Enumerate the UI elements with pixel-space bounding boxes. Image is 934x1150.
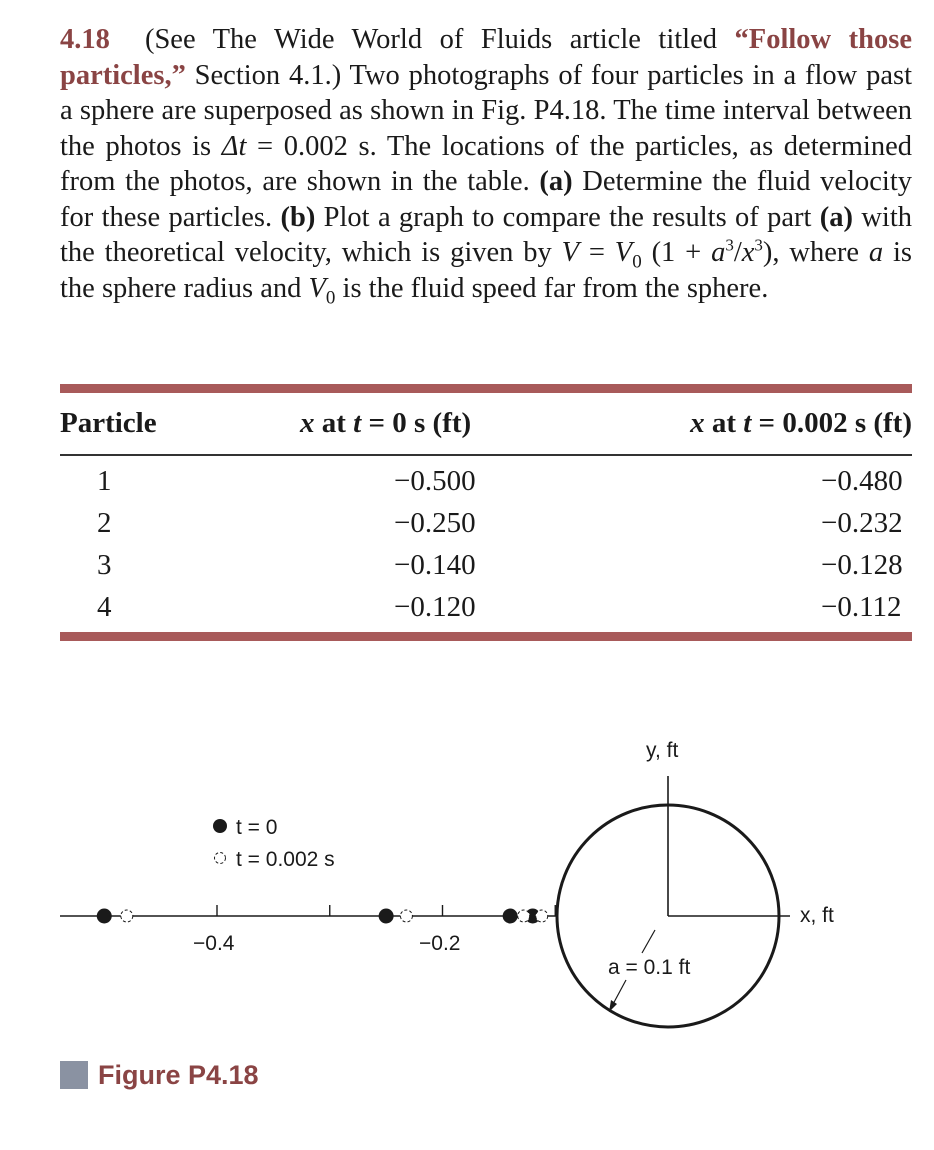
legend-t1-marker bbox=[215, 853, 226, 864]
header-x-t1-rest: = 0.002 s (ft) bbox=[751, 407, 912, 439]
table-row bbox=[60, 502, 912, 544]
part-b-label: (b) bbox=[280, 201, 316, 233]
table-header-row bbox=[60, 393, 912, 454]
part-a-text: Determine the fluid velocity for these particles. bbox=[60, 166, 912, 233]
equation-x: x bbox=[741, 237, 755, 268]
equation-a: a bbox=[711, 237, 726, 268]
equation-v0: V bbox=[614, 237, 633, 268]
cell-x1: −0.232 bbox=[821, 506, 903, 539]
figure-p4-18 bbox=[0, 660, 934, 1120]
flow-diagram bbox=[0, 660, 934, 1060]
table-top-rule bbox=[60, 384, 912, 393]
header-x-t1-t: t bbox=[743, 407, 752, 439]
cell-x0: −0.140 bbox=[394, 548, 476, 581]
part-b-text: Plot a graph to compare the results of part bbox=[315, 201, 820, 233]
data-table-body bbox=[60, 460, 912, 628]
cell-x0: −0.250 bbox=[394, 506, 476, 539]
equation-v: V bbox=[561, 237, 580, 268]
equation-open: (1 + bbox=[641, 237, 712, 268]
compare-text: with the theoretical velocity, which is given by bbox=[60, 201, 913, 268]
equation-a-exponent: 3 bbox=[725, 235, 734, 255]
header-x-t1-at: at bbox=[704, 407, 744, 439]
header-x-t0-x: x bbox=[300, 407, 315, 439]
particle-2-t0-point bbox=[379, 909, 394, 924]
article-title: “Follow those particles,” bbox=[60, 24, 912, 91]
caption-marker-icon bbox=[60, 1061, 88, 1089]
radius-label: a = 0.1 ft bbox=[608, 956, 691, 979]
particle-table bbox=[60, 384, 912, 641]
radius-leader-top bbox=[642, 930, 655, 953]
table-row bbox=[60, 460, 912, 502]
x-axis-label: x, ft bbox=[800, 904, 834, 927]
tick-label-neg02: −0.2 bbox=[419, 932, 461, 955]
cell-x0: −0.500 bbox=[394, 464, 476, 497]
cell-x1: −0.128 bbox=[821, 548, 903, 581]
problem-intro: (See The Wide World of Fluids article titled bbox=[144, 24, 735, 55]
particle-1-t0-point bbox=[97, 909, 112, 924]
figure-caption-label: Figure P4.18 bbox=[98, 1060, 259, 1090]
particle-4-t1-point bbox=[536, 910, 548, 922]
equation-slash: / bbox=[733, 237, 742, 268]
cell-particle: 4 bbox=[97, 590, 112, 623]
radius-text: is the sphere radius and bbox=[60, 237, 912, 304]
delta-t-symbol: Δt bbox=[221, 130, 247, 162]
header-x-t1-x: x bbox=[690, 407, 705, 439]
cell-particle: 1 bbox=[97, 464, 112, 497]
cell-x1: −0.480 bbox=[821, 464, 903, 497]
particle-2-t1-point bbox=[400, 910, 412, 922]
radius-arrow-head bbox=[609, 1000, 617, 1012]
equation-x-exponent: 3 bbox=[754, 235, 763, 255]
v0-symbol: V bbox=[308, 272, 326, 304]
header-x-t0 bbox=[300, 393, 640, 454]
legend-t0-label: t = 0 bbox=[236, 816, 278, 839]
table-bottom-rule bbox=[60, 632, 912, 641]
equation-v0-subscript: 0 bbox=[632, 251, 642, 273]
part-a-label: (a) bbox=[539, 166, 573, 197]
data-table bbox=[60, 393, 912, 454]
cell-x0: −0.120 bbox=[394, 590, 476, 623]
radius-symbol: a bbox=[868, 237, 884, 268]
table-header-rule bbox=[60, 454, 912, 456]
header-x-t0-rest: = 0 s (ft) bbox=[361, 407, 472, 439]
particle-1-t1-point bbox=[121, 910, 133, 922]
tick-label-neg04: −0.4 bbox=[193, 932, 235, 955]
table-row bbox=[60, 586, 912, 628]
problem-context: Section 4.1.) Two photographs of four particles in a flow past a sphere are superposed as shown in Fig. P4.18. The time interval between the photos is bbox=[60, 59, 912, 162]
particle-3-t0-point bbox=[503, 909, 518, 924]
delta-t-value: = 0.002 s. The locations of the particles, as determined from the photos, are shown in the table. bbox=[60, 130, 912, 197]
header-particle: Particle bbox=[60, 407, 157, 439]
legend-t0-marker bbox=[213, 819, 227, 833]
figure-caption bbox=[60, 1060, 259, 1090]
problem-statement bbox=[60, 22, 913, 309]
problem-number: 4.18 bbox=[60, 24, 110, 55]
header-x-t0-at: at bbox=[314, 407, 354, 439]
cell-particle: 3 bbox=[97, 548, 112, 581]
particle-3-t1-point bbox=[518, 910, 530, 922]
equation-close: ), where bbox=[762, 237, 869, 268]
legend-t1-label: t = 0.002 s bbox=[236, 848, 335, 871]
cell-particle: 2 bbox=[97, 506, 112, 539]
header-x-t1 bbox=[640, 393, 912, 454]
table-row bbox=[60, 544, 912, 586]
y-axis-label: y, ft bbox=[646, 739, 679, 762]
final-text: is the fluid speed far from the sphere. bbox=[335, 272, 769, 304]
v0-subscript: 0 bbox=[325, 287, 336, 309]
part-a-reference: (a) bbox=[819, 201, 853, 233]
equation-equals: = bbox=[579, 237, 615, 268]
header-x-t0-t: t bbox=[353, 407, 362, 439]
cell-x1: −0.112 bbox=[821, 590, 902, 623]
